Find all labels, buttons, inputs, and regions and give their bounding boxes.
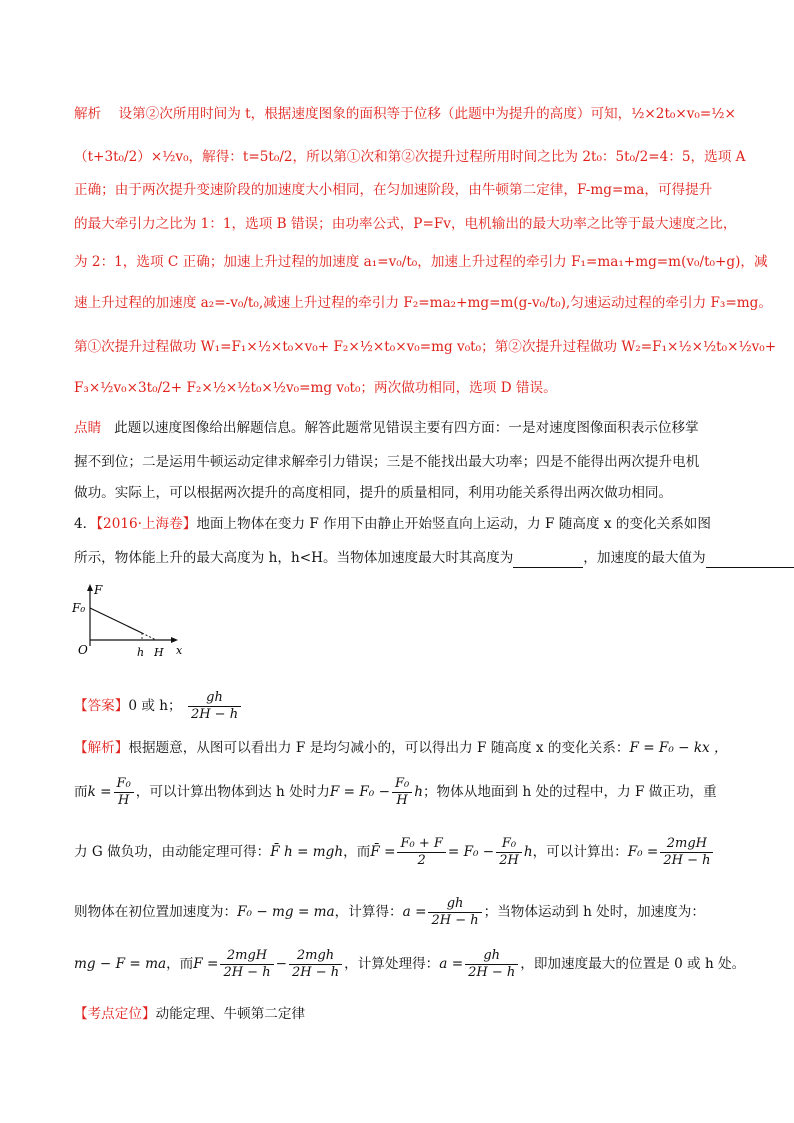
answer-blank-2[interactable]	[706, 547, 794, 568]
x-axis-label: x	[176, 644, 183, 657]
question-line-1	[74, 514, 774, 534]
kaodian-tag: 【考点定位】	[74, 1006, 156, 1022]
analysis-label: 解析	[74, 106, 102, 122]
answer-line	[74, 690, 774, 726]
x-tick-h: h	[137, 646, 145, 659]
analysis-line-6: 速上升过程的加速度 a₂=-v₀/t₀,减速上升过程的牵引力 F₂=ma₂+mg=m(g-v₀/t₀),匀速运动过程的牵引力 F₃=mg。	[74, 295, 772, 311]
dianjing-text-1: 此题以速度图像给出解题信息。解答此题常见错误主要有四方面：一是对速度图像面积表示位移掌	[114, 420, 699, 436]
question-number: 4．	[74, 516, 97, 532]
answer-tag: 【答案】	[74, 698, 129, 714]
analysis-line-2: （t+3t₀/2）×½v₀，解得：t=5t₀/2，所以第①次和第②次提升过程所用时间之比为 2t₀：5t₀/2=4：5，选项 A	[74, 149, 746, 165]
analysis-line-1	[74, 104, 774, 124]
x-axis-arrow	[171, 637, 178, 643]
question-text-2a: 所示，物体能上升的最大高度为 h，h<H。当物体加速度最大时其高度为	[74, 550, 514, 566]
force-line-dashed	[142, 633, 156, 640]
answer-fraction: $\frac{gh}{2H - h}$	[188, 690, 241, 723]
analysis-line-4: 的最大牵引力之比为 1：1，选项 B 错误；由功率公式，P=Fv，电机输出的最大功率之比等于最大速度之比，	[74, 216, 737, 232]
jiexi-line-5: mg − F = ma，而F = $\frac{\text{2mgH}}{2H - h}$ − $\frac{\text{2mgh}}{2H - h}$ ，计算处理得：a = $\frac{gh}{2H - h}$ ，即加速度最大的位置是 0 或 h 处。	[74, 948, 746, 980]
dianjing-line-3: 做功。实际上，可以根据两次提升的高度相同，提升的质量相同，利用功能关系得出两次做功相同。	[74, 485, 673, 501]
question-text-1: 地面上物体在变力 F 作用下由静止开始竖直向上运动，力 F 随高度 x 的变化关系如图	[196, 516, 711, 532]
y-axis-label: F	[94, 583, 103, 597]
x-tick-H: H	[154, 646, 164, 659]
question-line-2	[74, 547, 794, 568]
dianjing-label: 点睛	[74, 420, 102, 436]
analysis-line-8: F₃×½v₀×3t₀/2+ F₂×½×½t₀×½v₀=mg v₀t₀；两次做功相同，选项 D 错误。	[74, 380, 557, 396]
jiexi-line-4: 则物体在初位置加速度为：F₀ − mg = ma，计算得：a = $\frac{gh}{2H - h}$ ；当物体运动到 h 处时，加速度为：	[74, 896, 705, 928]
jiexi-text-1: 根据题意，从图可以看出力 F 是均匀减小的，可以得出力 F 随高度 x 的变化关系：	[128, 740, 630, 756]
answer-blank-1[interactable]	[513, 547, 583, 568]
kaodian-line	[74, 1004, 774, 1024]
analysis-text-1: 设第②次所用时间为 t，根据速度图象的面积等于位移（此题中为提升的高度）可知，½×2t₀×v₀=½×	[118, 106, 736, 122]
jiexi-eq-1: F = F₀ − kx ，	[629, 740, 728, 756]
y-tick-F0: F₀	[72, 601, 86, 615]
jiexi-line-3: 力 G 做负功，由动能定理可得：F̄ h = mgh，而F̄ = $\frac{\text{F₀ + F}}{2}$ = F₀ − $\frac{\text{F₀}}{2H}$ h，可以计算出：F₀ = $\frac{\text{2mgH}}{2H - h}$	[74, 836, 774, 876]
force-height-figure	[70, 582, 190, 662]
dianjing-line-1	[74, 418, 774, 438]
dianjing-line-2: 握不到位；二是运用牛顿运动定律求解牵引力错误；三是不能找出最大功率；四是不能得出两次提升电机	[74, 454, 700, 470]
analysis-line-5: 为 2：1，选项 C 正确；加速上升过程的加速度 a₁=v₀/t₀，加速上升过程的牵引力 F₁=ma₁+mg=m(v₀/t₀+g)，减	[74, 254, 768, 270]
fh-fraction: $\frac{\text{F₀}}{H}$	[392, 776, 412, 809]
question-source: 【2016·上海卷】	[96, 516, 197, 532]
analysis-line-3: 正确；由于两次提升变速阶段的加速度大小相同，在匀加速阶段，由牛顿第二定律，F-mg=ma，可得提升	[74, 182, 713, 198]
jiexi-tag: 【解析】	[74, 740, 129, 756]
force-line	[90, 608, 142, 633]
y-axis-arrow	[87, 584, 93, 591]
answer-text: 0 或 h；	[128, 698, 182, 714]
origin-label: O	[78, 643, 88, 657]
k-fraction: $\frac{\text{F₀}}{H}$	[114, 776, 134, 809]
kaodian-text: 动能定理、牛顿第二定律	[155, 1006, 306, 1022]
jiexi-line-1	[74, 738, 774, 758]
jiexi-line-2: 而k = $\frac{\text{F₀}}{H}$ ，可以计算出物体到达 h 处时力F = F₀ − $\frac{\text{F₀}}{H}$ h；物体从地面到 h 处的过程中，力 F 做正功，重	[74, 776, 717, 808]
question-text-2b: ，加速度的最大值为	[583, 550, 706, 566]
analysis-line-7: 第①次提升过程做功 W₁=F₁×½×t₀×v₀+ F₂×½×t₀×v₀=mg v₀t₀；第②次提升过程做功 W₂=F₁×½×½t₀×½v₀+	[74, 339, 777, 355]
